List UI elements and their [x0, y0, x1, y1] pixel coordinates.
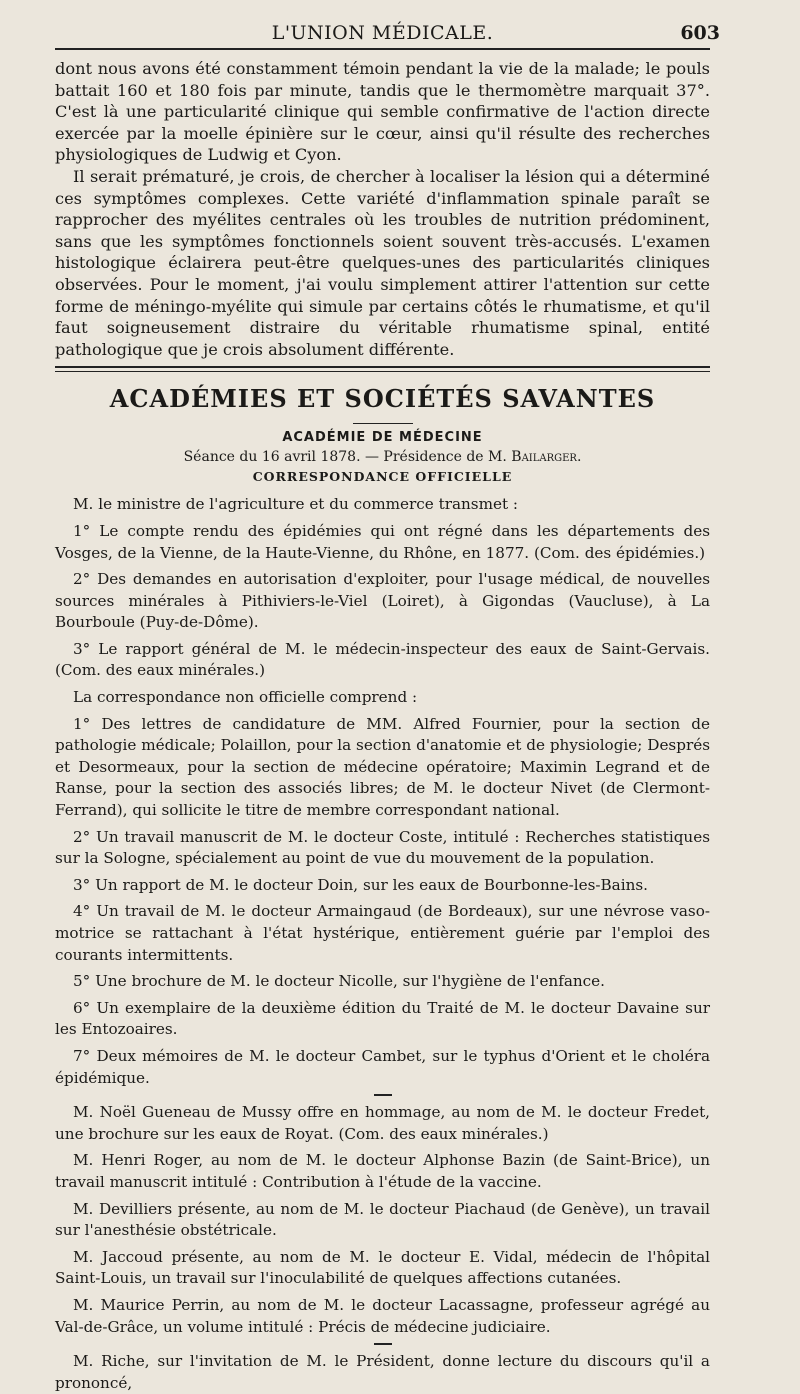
continuation-text — [55, 58, 710, 360]
correspondence-title: CORRESPONDANCE OFFICIELLE — [252, 469, 513, 485]
paragraph: 2° Un travail manuscrit de M. le docteur Coste, intitulé : Recherches statistiques sur la Sologne, spécialement au point de vue du mouvement de la population. — [55, 827, 710, 868]
paragraph: M. le ministre de l'agriculture et du commerce transmet : — [73, 495, 519, 514]
paragraph: 5° Une brochure de M. le docteur Nicolle, sur l'hygiène de l'enfance. — [73, 972, 605, 991]
paragraph: M. Devilliers présente, au nom de M. le docteur Piachaud (de Genève), un travail sur l'anesthésie obstétricale. — [55, 1199, 710, 1240]
closing-paragraph: M. Riche, sur l'invitation de M. le Président, donne lecture du discours qu'il a prononcé, — [55, 1352, 710, 1392]
paragraph: 3° Un rapport de M. le docteur Doin, sur les eaux de Bourbonne-les-Bains. — [73, 875, 648, 894]
paragraph: 3° Le rapport général de M. le médecin-inspecteur des eaux de Saint-Gervais. (Com. des eaux minérales.) — [55, 639, 710, 680]
separator-dash — [374, 1343, 392, 1345]
section-title: ACADÉMIES ET SOCIÉTÉS SAVANTES — [109, 384, 656, 414]
paragraph: 2° Des demandes en autorisation d'exploiter, pour l'usage médical, de nouvelles sources minérales à Pithiviers-le-Viel (Loiret), à Gigondas (Vaucluse), à La Bourboule (Puy-de-Dôme). — [55, 570, 710, 632]
continuation-paragraph: Il serait prématuré, je crois, de chercher à localiser la lésion qui a déterminé ces symptômes complexes. Cette variété d'inflammation spinale paraît se rapprocher des myélites centrales où les troubles de nutrition prédominent, sans que les symptômes fonctionnels soient souvent très-accusés. L'examen histologique éclairera peut-être quelques-unes des particularités cliniques observées. Pour le moment, j'ai voulu simplement attirer l'attention sur cette forme de méningo-myélite qui simule par certains côtés le rhumatisme, et qu'il faut soigneusement distraire du véritable rhumatisme spinal, entité pathologique que je crois absolument différente. — [55, 166, 710, 359]
section-divider — [55, 366, 710, 372]
session-president: Bailarger. — [511, 449, 582, 466]
running-title: L'UNION MÉDICALE. — [271, 22, 494, 44]
title-rule — [353, 423, 413, 424]
paragraph: 1° Le compte rendu des épidémies qui ont régné dans les départements des Vosges, de la Vienne, de la Haute-Vienne, du Rhône, en 1877. (Com. des épidémies.) — [55, 521, 710, 562]
paragraph: 4° Un travail de M. le docteur Armaingaud (de Bordeaux), sur une névrose vaso-motrice se rattachant à l'état hystérique, entièrement guérie par l'emploi des courants intermittents. — [55, 902, 710, 964]
paragraph: 1° Des lettres de candidature de MM. Alfred Fournier, pour la section de pathologie médicale; Polaillon, pour la section d'anatomie et de physiologie; Després et Desormeaux, pour la section de médecine opératoire; Maximin Legrand et de Ranse, pour la section des associés libres; de M. le docteur Nivet (de Clermont-Ferrand), qui sollicite le titre de membre correspondant national. — [55, 714, 710, 820]
article-body — [55, 494, 710, 1394]
paragraph: 6° Un exemplaire de la deuxième édition du Traité de M. le docteur Davaine sur les Entozoaires. — [55, 998, 710, 1039]
academy-title: ACADÉMIE DE MÉDECINE — [282, 430, 483, 446]
paragraph: M. Jaccoud présente, au nom de M. le docteur E. Vidal, médecin de l'hôpital Saint-Louis, un travail sur l'inoculabilité de quelques affections cutanées. — [55, 1247, 710, 1288]
continuation-paragraph: dont nous avons été constamment témoin pendant la vie de la malade; le pouls battait 160 et 180 fois par minute, tandis que le thermomètre marquait 37°. C'est là une particularité clinique qui semble confirmative de l'action directe exercée par la moelle épinière sur le cœur, ainsi qu'il résulte des recherches physiologiques de Ludwig et Cyon. — [55, 59, 710, 165]
paragraph: 7° Deux mémoires de M. le docteur Cambet, sur le typhus d'Orient et le choléra épidémique. — [55, 1046, 710, 1087]
paragraph: M. Henri Roger, au nom de M. le docteur Alphonse Bazin (de Saint-Brice), un travail manuscrit intitulé : Contribution à l'étude de la vaccine. — [55, 1151, 710, 1191]
paragraph: M. Noël Gueneau de Mussy offre en hommage, au nom de M. le docteur Fredet, une brochure sur les eaux de Royat. (Com. des eaux minérales.) — [55, 1103, 710, 1143]
running-head — [55, 18, 720, 50]
session-line — [55, 449, 710, 465]
page-number: 603 — [680, 22, 720, 44]
paragraph: La correspondance non officielle comprend : — [73, 688, 418, 707]
paragraph: M. Maurice Perrin, au nom de M. le docteur Lacassagne, professeur agrégé au Val-de-Grâce, un volume intitulé : Précis de médecine judiciaire. — [55, 1295, 710, 1336]
separator-dash — [374, 1094, 392, 1096]
session-date: Séance du 16 avril 1878. — Présidence de M. — [183, 449, 512, 466]
